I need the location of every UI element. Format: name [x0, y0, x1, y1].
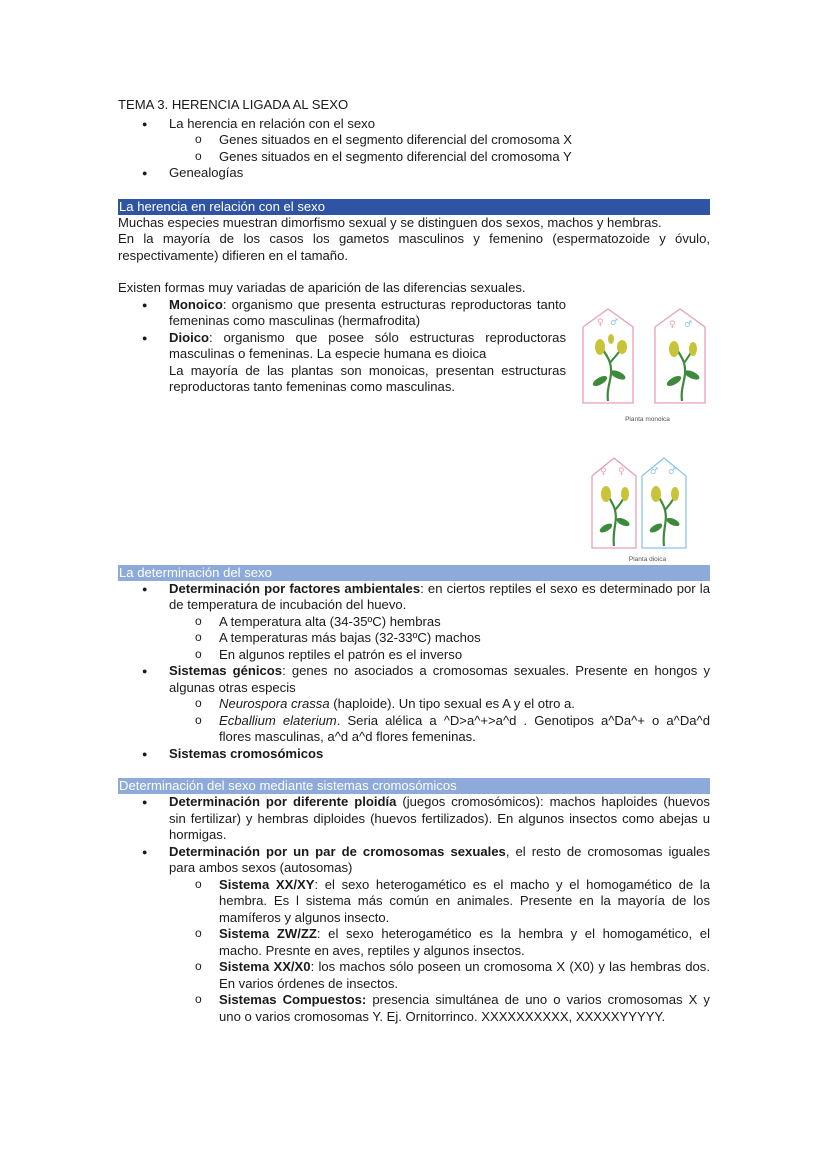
list-item: [118, 663, 710, 746]
toc-item: [118, 116, 710, 166]
list-item: [118, 297, 566, 330]
toc-item-label: La herencia en relación con el sexo: [169, 115, 375, 131]
section-header-herencia: La herencia en relación con el sexo: [118, 199, 710, 215]
female-symbol-icon: ♀: [669, 320, 676, 330]
figures-column: [580, 305, 715, 564]
toc-item: ● Genealogías: [118, 165, 710, 182]
sub-item: [169, 992, 710, 1025]
list-item: [118, 844, 710, 1026]
sub-item: o A temperatura alta (34-35ºC) hembras: [169, 614, 710, 631]
definition-zw: : el sexo heterogamético es la hembra y el homogamético, el macho. Presnte en aves, reptiles y algunos insectos.: [219, 926, 710, 958]
definition-compuestos: presencia simultánea de uno o varios cromosomas X y uno o varios cromosomas Y. Ej. Ornitorrinco. XXXXXXXXXX, XXXXXYYYYY.: [219, 992, 710, 1024]
figure-caption: Planta dioica: [628, 556, 667, 563]
sub-item: o En algunos reptiles el patrón es el inverso: [169, 647, 710, 664]
term-ambientales: Determinación por factores ambientales: [169, 580, 421, 596]
male-symbol-icon: ♂: [610, 318, 619, 328]
flower: [601, 486, 611, 502]
chromosomal-list: [118, 794, 710, 1025]
term-zw: Sistema ZW/ZZ: [219, 926, 317, 941]
female-symbol-icon: ♀: [618, 467, 625, 477]
toc-list: [118, 116, 710, 182]
page-title: TEMA 3. HERENCIA LIGADA AL SEXO: [118, 97, 349, 112]
list-item: [118, 581, 710, 664]
list-item: [118, 330, 566, 396]
definition-dioico-extra: La mayoría de las plantas son monoicas, presentan estructuras reproductoras tanto femeninas como masculinas.: [169, 362, 566, 394]
species-name: Ecballium elaterium: [219, 712, 337, 728]
list-item: [118, 746, 710, 763]
toc-subitem: o Genes situados en el segmento diferencial del cromosoma X: [169, 132, 710, 149]
sub-item-text: (haploide). Un tipo sexual es A y el otro a.: [329, 696, 575, 711]
flower: [651, 486, 661, 502]
term-par-cromosomas: Determinación por un par de cromosomas sexuales: [169, 843, 506, 859]
term-dioico: Dioico: [169, 329, 210, 345]
sexual-forms-list: [118, 297, 566, 396]
definition-dioico: : organismo que posee sólo estructuras reproductoras masculinas o femeninas. La especie humana es dioica: [169, 329, 566, 361]
term-genicos: Sistemas génicos: [169, 663, 283, 678]
flower: [595, 339, 605, 355]
species-name: Neurospora crassa: [219, 696, 330, 711]
paragraph: En la mayoría de los casos los gametos masculinos y femenino (espermatozoide y óvulo, respectivamente) difieren en el tamaño.: [118, 231, 710, 263]
sub-item: [169, 713, 710, 746]
determination-list: [118, 581, 710, 763]
definition-par-cromosomas: , el resto de cromosomas iguales para ambos sexos (autosomas): [169, 843, 710, 875]
sub-item: o A temperaturas más bajas (32-33ºC) machos: [169, 630, 710, 647]
flower: [689, 342, 697, 356]
monoecious-plant-illustration: [580, 305, 715, 413]
sub-item: [169, 877, 710, 927]
term-cromosomicos: Sistemas cromosómicos: [169, 745, 324, 761]
section-header-cromosomicos: Determinación del sexo mediante sistemas cromosómicos: [118, 778, 710, 794]
term-x0: Sistema XX/X0: [219, 959, 311, 974]
male-symbol-icon: ♂: [650, 467, 659, 477]
sub-item: [169, 959, 710, 992]
flower: [671, 487, 679, 501]
sub-item: [169, 696, 710, 713]
female-symbol-icon: ♀: [597, 318, 604, 328]
term-monoico: Monoico: [169, 296, 223, 312]
definition-monoico: : organismo que presenta estructuras reproductoras tanto femeninas como masculinas (hermafrodita): [169, 296, 566, 328]
flower: [617, 340, 627, 354]
definition-ambientales: : en ciertos reptiles el sexo es determinado por la de temperatura de incubación del huevo.: [169, 580, 710, 612]
flower: [608, 334, 614, 344]
paragraph: Existen formas muy variadas de aparición de las diferencias sexuales.: [118, 280, 526, 295]
flower: [621, 487, 629, 501]
sub-item-text: . Seria alélica a ^D>a^+>a^d . Genotipos a^Da^+ o a^Da^d flores masculinas, a^d a^d flores femeninas.: [219, 712, 710, 744]
term-xy: Sistema XX/XY: [219, 876, 315, 892]
male-symbol-icon: ♂: [668, 467, 677, 477]
section-header-determinacion: La determinación del sexo: [118, 565, 710, 581]
flower: [669, 341, 679, 357]
sub-item: [169, 926, 710, 959]
male-symbol-icon: ♂: [684, 320, 693, 330]
toc-subitem: o Genes situados en el segmento diferencial del cromosoma Y: [169, 149, 710, 166]
definition-genicos: : genes no asociados a cromosomas sexuales. Presente en hongos y algunas otras especis: [169, 663, 711, 695]
female-symbol-icon: ♀: [600, 467, 607, 477]
term-ploidia: Determinación por diferente ploidía: [169, 794, 397, 809]
paragraph: Muchas especies muestran dimorfismo sexual y se distinguen dos sexos, machos y hembras.: [118, 214, 662, 230]
definition-xy: : el sexo heterogamético es el macho y el homogamético de la hembra. Es l sistema más común en animales. Presente en la mayoría de los mamíferos y algunos insecto.: [219, 876, 710, 925]
dioecious-plant-illustration: [580, 454, 715, 552]
figure-caption: Planta monoica: [625, 416, 670, 423]
list-item: [118, 794, 710, 844]
term-compuestos: Sistemas Compuestos:: [219, 992, 367, 1007]
definition-x0: : los machos sólo poseen un cromosoma X (X0) y las hembras dos. En varios órdenes de insectos.: [219, 959, 710, 991]
definition-ploidia: (juegos cromosómicos): machos haploides (huevos sin fertilizar) y hembras diploides (huevos fertilizados). En algunos insectos como abejas u hormigas.: [169, 794, 710, 842]
